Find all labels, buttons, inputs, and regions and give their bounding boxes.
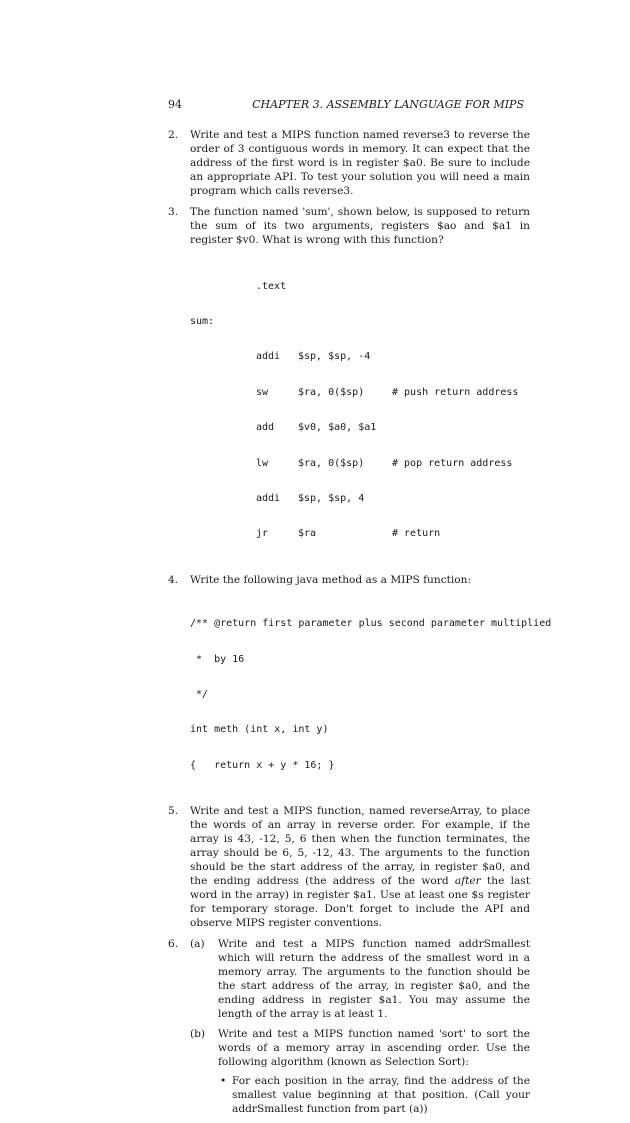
exercise-6a [190, 937, 530, 1021]
code-line [190, 316, 530, 328]
code-args: $ra, 0($sp) [298, 457, 365, 469]
subpart-text: Write and test a MIPS function named 'sort' to sort the words of a memory array in ascending order. Use the following algorithm (known as Selection Sort): [218, 1028, 530, 1069]
code-op: lw [256, 457, 269, 469]
running-title: CHAPTER 3. ASSEMBLY LANGUAGE FOR MIPS [252, 98, 524, 111]
code-op: add [256, 422, 275, 434]
emphasis-text: after [454, 875, 481, 888]
code-args: $sp, $sp, -4 [298, 351, 371, 363]
exercise-text [190, 805, 530, 929]
subpart-label: (a) [190, 938, 205, 951]
code-comment [392, 493, 530, 505]
bullet-text: For each position in the array, find the address of the smallest value beginning at that position. (Call your addrSmallest function from part (a)) [232, 1075, 530, 1116]
exercise-number: 2. [168, 129, 179, 141]
exercise-6b [190, 1027, 530, 1116]
code-line: * by 16 [190, 653, 245, 665]
exercise-6 [168, 937, 530, 1116]
subpart-text: Write and test a MIPS function named addrSmallest which will return the address of the smallest word in a memory array. The arguments to the function should be the start address of the array, in register $a0, and the ending address in register $a1. You may assume the length of the array is at least 1. [218, 938, 530, 1021]
text-segment: Write and test a MIPS function, named reverseArray, to place the words of an array in reverse order. For example, if the array is 43, -12, 5, 6 then when the function terminates, the array should be 6, 5, -12, 43. The arguments to the function should be the start address of the array, in register $a0, and the ending address (the address of the word [190, 805, 530, 888]
subpart-label: (b) [190, 1028, 206, 1041]
bullet-icon: • [220, 1075, 227, 1088]
exercise-list [168, 128, 552, 1123]
code-comment [392, 351, 530, 363]
code-line: */ [190, 689, 209, 701]
code-line [190, 493, 530, 505]
code-line: int meth (int x, int y) [190, 724, 329, 736]
exercise-number: 3. [168, 206, 179, 218]
exercise-number: 6. [168, 938, 179, 951]
java-code-block [190, 595, 552, 796]
exercise-3 [168, 205, 530, 564]
exercise-2 [168, 128, 530, 198]
code-line [190, 351, 530, 363]
assembly-code-block [190, 257, 530, 564]
code-line [190, 422, 530, 434]
code-args: $ra [298, 528, 317, 540]
page-number: 94 [168, 98, 182, 111]
exercise-text: Write the following java method as a MIPS function: [190, 573, 472, 586]
code-line: { return x + y * 16; } [190, 759, 335, 771]
code-args: $ra, 0($sp) [298, 386, 365, 398]
text-segment: the last word in the array) in register $a1. Use at least one $s register for temporary storage. Don't forget to include the API and observe MIPS register conventions. [190, 875, 531, 930]
code-comment [392, 422, 530, 434]
exercise-number: 5. [168, 805, 179, 818]
code-directive: .text [256, 280, 287, 292]
code-op: addi [256, 492, 281, 504]
exercise-number: 4. [168, 573, 179, 586]
code-line [190, 281, 530, 293]
code-comment: # push return address [392, 386, 519, 398]
bullet-item [218, 1074, 530, 1116]
exercise-text: Write and test a MIPS function named reverse3 to reverse the order of 3 contiguous words in memory. It can expect that the address of the first word is in register $a0. Be sure to include an appropriate API. To test your solution you will need a main program which calls reverse3. [190, 129, 530, 197]
exercise-5 [168, 804, 530, 930]
code-label: sum: [190, 315, 215, 327]
code-line [190, 528, 530, 540]
code-op: sw [256, 386, 269, 398]
code-line [190, 387, 530, 399]
code-args: $v0, $a0, $a1 [298, 422, 377, 434]
code-comment: # pop return address [392, 457, 513, 469]
exercise-text: The function named 'sum', shown below, is supposed to return the sum of its two arguments, registers $ao and $a1 in register $v0. What is wrong with this function? [190, 206, 530, 246]
code-op: jr [256, 528, 269, 540]
code-args: $sp, $sp, 4 [298, 492, 365, 504]
code-op: addi [256, 351, 281, 363]
code-line: /** @return first parameter plus second parameter multiplied [190, 618, 552, 630]
code-comment: # return [392, 528, 441, 540]
code-line [190, 458, 530, 470]
exercise-4 [168, 573, 552, 796]
